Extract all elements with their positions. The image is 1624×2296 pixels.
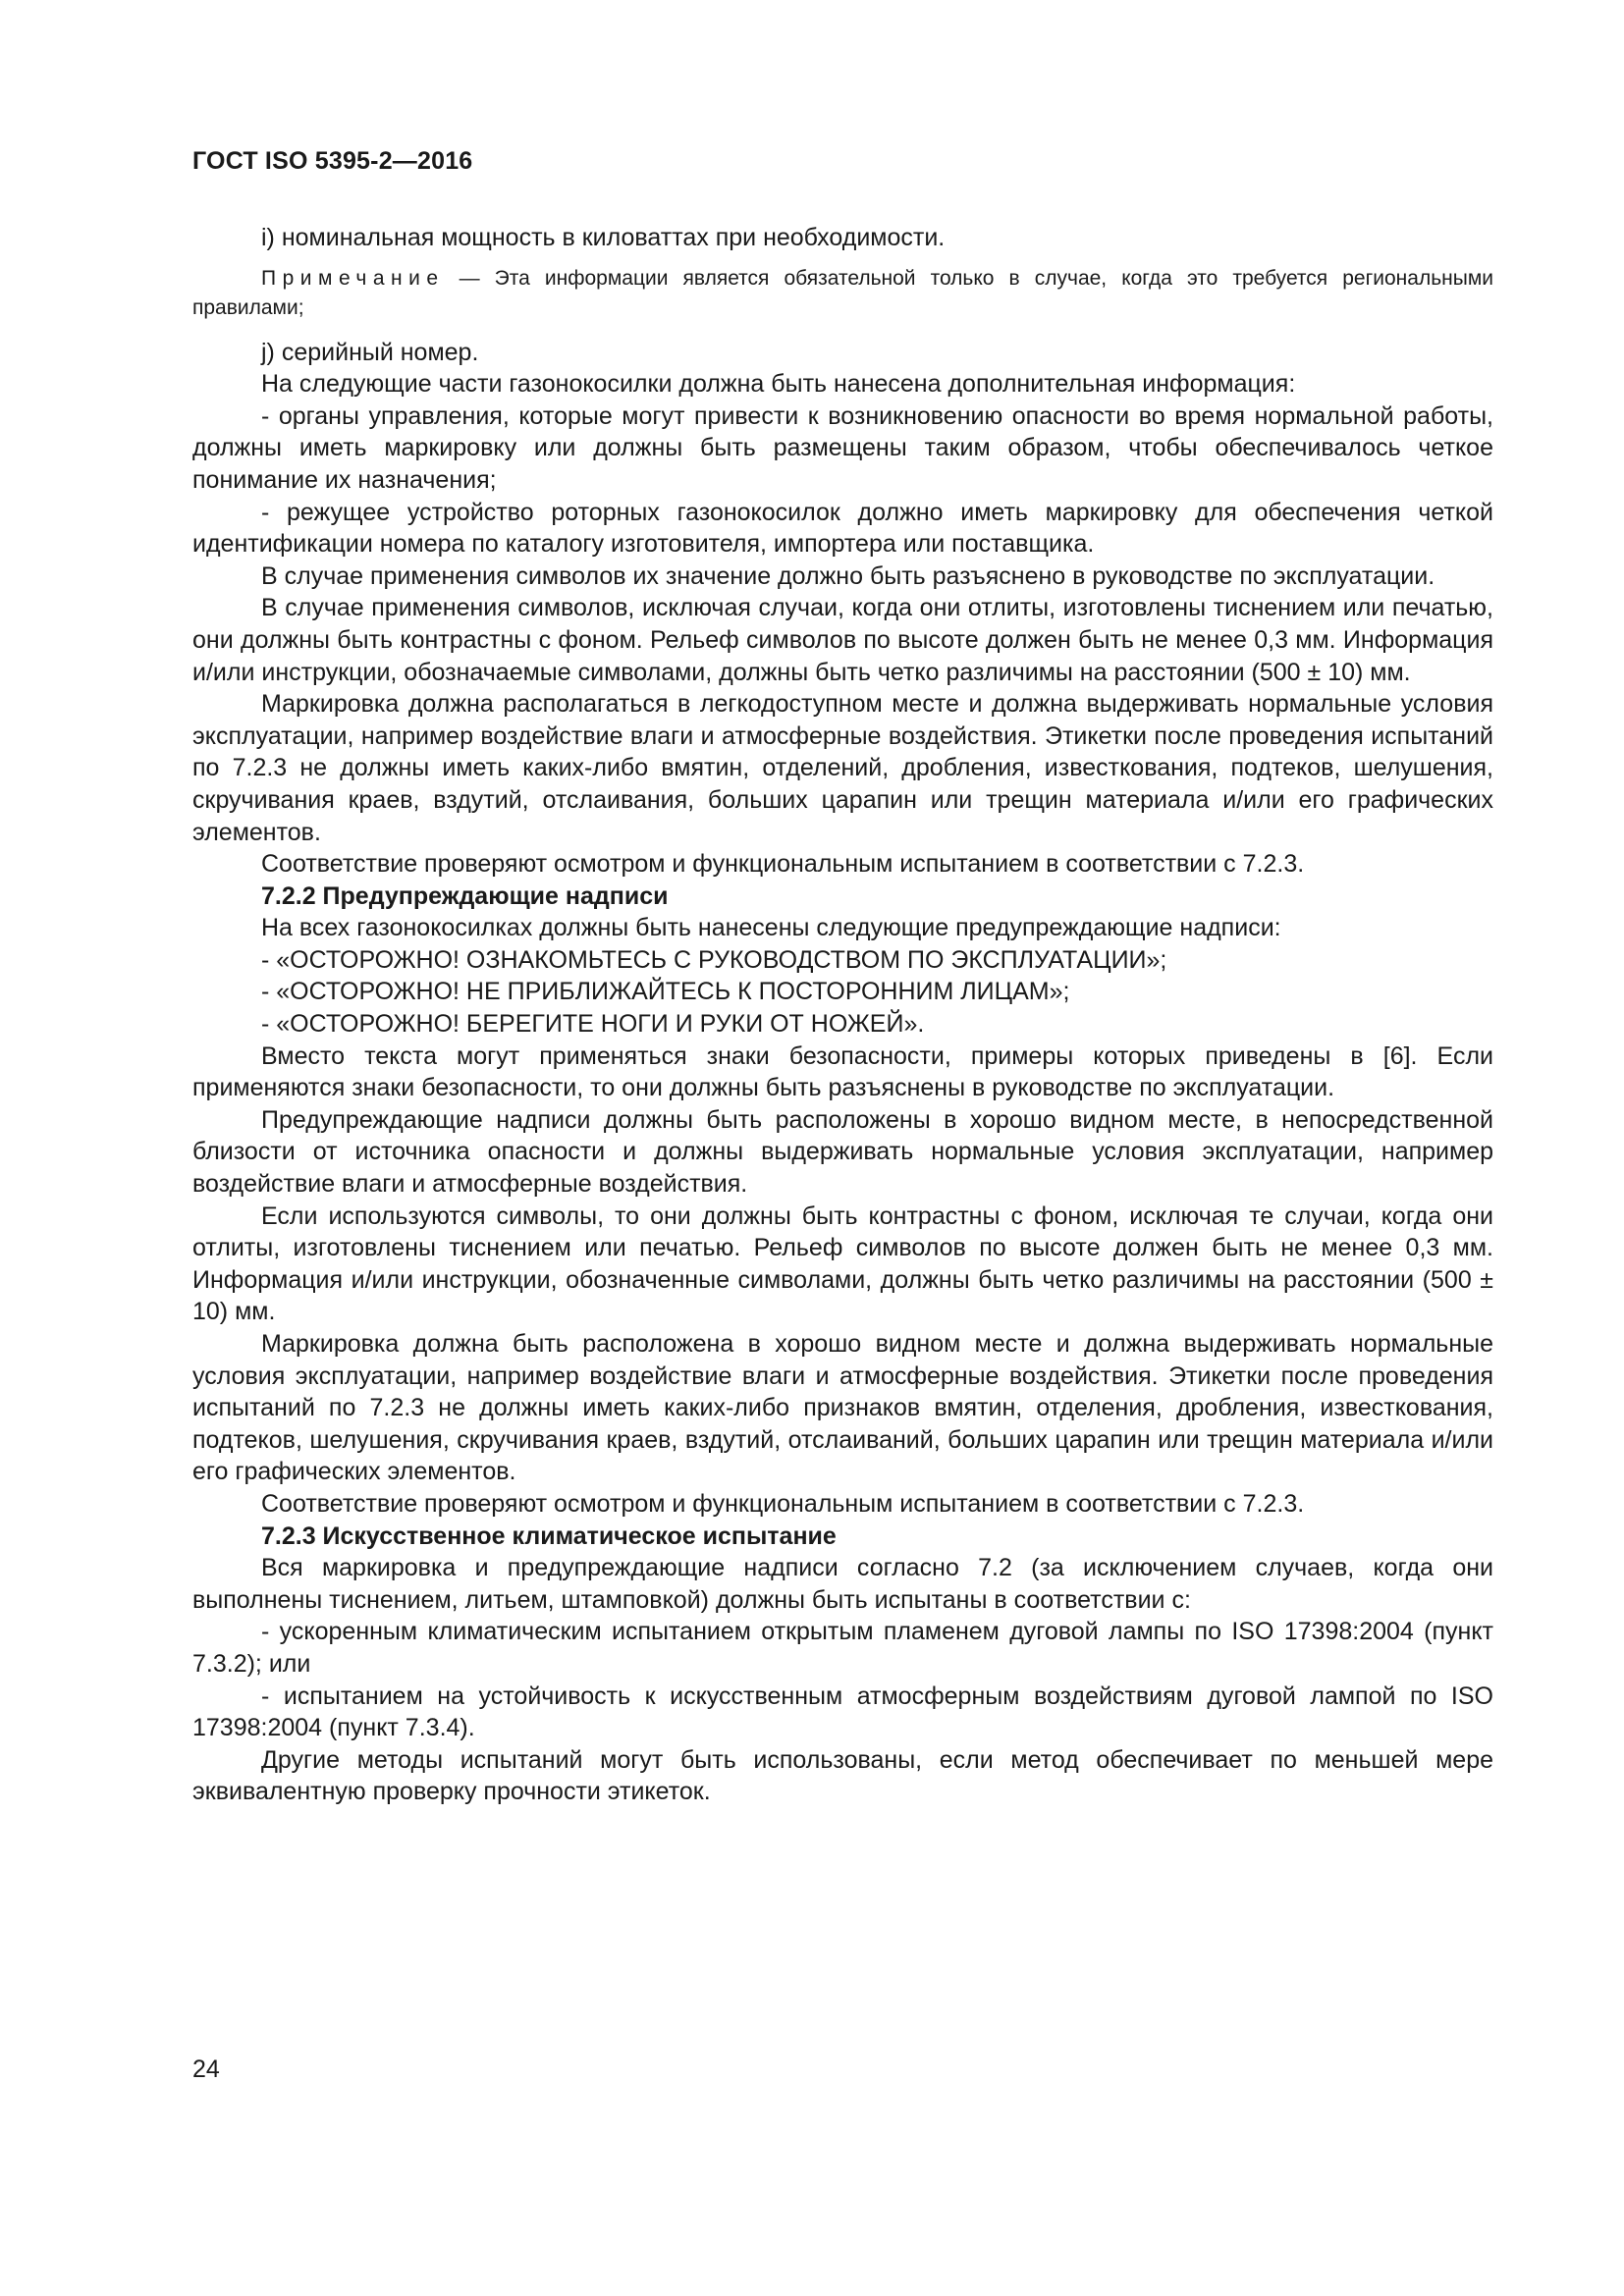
section-heading-7-2-2: 7.2.2 Предупреждающие надписи — [261, 881, 669, 910]
list-item-i: i) номинальная мощность в киловаттах при необходимости. — [261, 224, 946, 251]
section-heading-7-2-3: 7.2.3 Искусственное климатическое испытание — [261, 1522, 837, 1550]
paragraph: Маркировка должна располагаться в легкодоступном месте и должна выдерживать нормальные условия эксплуатации, например воздействие влаги и атмосферные воздействия. Этикетки после проведения испытаний по 7.2.3 не должны иметь каких-либо вмятин, отделений, дробления, известкования, подтеков, шелушения, скручивания краев, вздутий, отслаивания, больших царапин или трещин материала и/или его графических элементов. — [192, 690, 1493, 846]
paragraph: Соответствие проверяют осмотром и функциональным испытанием в соответствии с 7.2.3. — [261, 850, 1305, 879]
paragraph: В случае применения символов, исключая случаи, когда они отлиты, изготовлены тиснением или печатью, они должны быть контрастны с фоном. Рельеф символов по высоте должен быть не менее 0,3 мм. Информация и/или инструкции, обозначаемые символами, должны быть четко различимы на расстоянии (500 ± 10) мм. — [192, 594, 1493, 686]
paragraph: - режущее устройство роторных газонокосилок должно иметь маркировку для обеспечения четкой идентификации номера по каталогу изготовителя, импортера или поставщика. — [192, 498, 1493, 559]
warning-item: - «ОСТОРОЖНО! ОЗНАКОМЬТЕСЬ С РУКОВОДСТВОМ ПО ЭКСПЛУАТАЦИИ»; — [261, 945, 1167, 974]
paragraph: - испытанием на устойчивость к искусственным атмосферным воздействиям дуговой лампой по ISO 17398:2004 (пункт 7.3.4). — [192, 1682, 1493, 1742]
paragraph: Вся маркировка и предупреждающие надписи согласно 7.2 (за исключением случаев, когда они выполнены тиснением, литьем, штамповкой) должны быть испытаны в соответствии с: — [192, 1554, 1493, 1614]
paragraph: На следующие части газонокосилки должна быть нанесена дополнительная информация: — [261, 370, 1296, 399]
note — [192, 264, 1493, 323]
paragraph: - органы управления, которые могут привести к возникновению опасности во время нормальной работы, должны иметь маркировку или должны быть размещены таким образом, чтобы обеспечивалось четкое понимание их назначения; — [192, 401, 1493, 494]
paragraph: Если используются символы, то они должны быть контрастны с фоном, исключая те случаи, когда они отлиты, изготовлены тиснением или печатью. Рельеф символов по высоте должен быть не менее 0,3 мм. Информация и/или инструкции, обозначенные символами, должны быть четко различимы на расстоянии (500 ± 10) мм. — [192, 1201, 1493, 1326]
paragraph: Другие методы испытаний могут быть использованы, если метод обеспечивает по меньшей мере эквивалентную проверку прочности этикеток. — [192, 1745, 1493, 1806]
document-header: ГОСТ ISO 5395-2—2016 — [192, 147, 473, 175]
note-text: — Эта информации является обязательной только в случае, когда это требуется региональными правилами; — [192, 266, 1493, 319]
paragraph: Предупреждающие надписи должны быть расположены в хорошо видном месте, в непосредственной близости от источника опасности и должны выдерживать нормальные условия эксплуатации, например воздействие влаги и атмосферные воздействия. — [192, 1105, 1493, 1199]
paragraph: Соответствие проверяют осмотром и функциональным испытанием в соответствии с 7.2.3. — [261, 1489, 1305, 1518]
document-body — [192, 222, 1493, 1808]
note-label: Примечание — [261, 266, 445, 290]
list-item-j: j) серийный номер. — [261, 338, 479, 366]
page-number: 24 — [192, 2056, 220, 2083]
paragraph: - ускоренным климатическим испытанием открытым пламенем дуговой лампы по ISO 17398:2004 (пункт 7.3.2); или — [192, 1618, 1493, 1678]
paragraph: Вместо текста могут применяться знаки безопасности, примеры которых приведены в [6]. Если применяются знаки безопасности, то они должны быть разъяснены в руководстве по эксплуатации. — [192, 1041, 1493, 1102]
paragraph: Маркировка должна быть расположена в хорошо видном месте и должна выдерживать нормальные условия эксплуатации, например воздействие влаги и атмосферные воздействия. Этикетки после проведения испытаний по 7.2.3 не должны иметь каких-либо признаков вмятин, отделения, дробления, известкования, подтеков, шелушения, скручивания краев, вздутий, отслаиваний, больших царапин или трещин материала и/или его графических элементов. — [192, 1330, 1493, 1486]
warning-item: - «ОСТОРОЖНО! НЕ ПРИБЛИЖАЙТЕСЬ К ПОСТОРОННИМ ЛИЦАМ»; — [261, 978, 1070, 1006]
paragraph: На всех газонокосилках должны быть нанесены следующие предупреждающие надписи: — [261, 914, 1281, 942]
warning-item: - «ОСТОРОЖНО! БЕРЕГИТЕ НОГИ И РУКИ ОТ НОЖЕЙ». — [261, 1010, 925, 1039]
paragraph: В случае применения символов их значение должно быть разъяснено в руководстве по эксплуатации. — [261, 561, 1435, 590]
